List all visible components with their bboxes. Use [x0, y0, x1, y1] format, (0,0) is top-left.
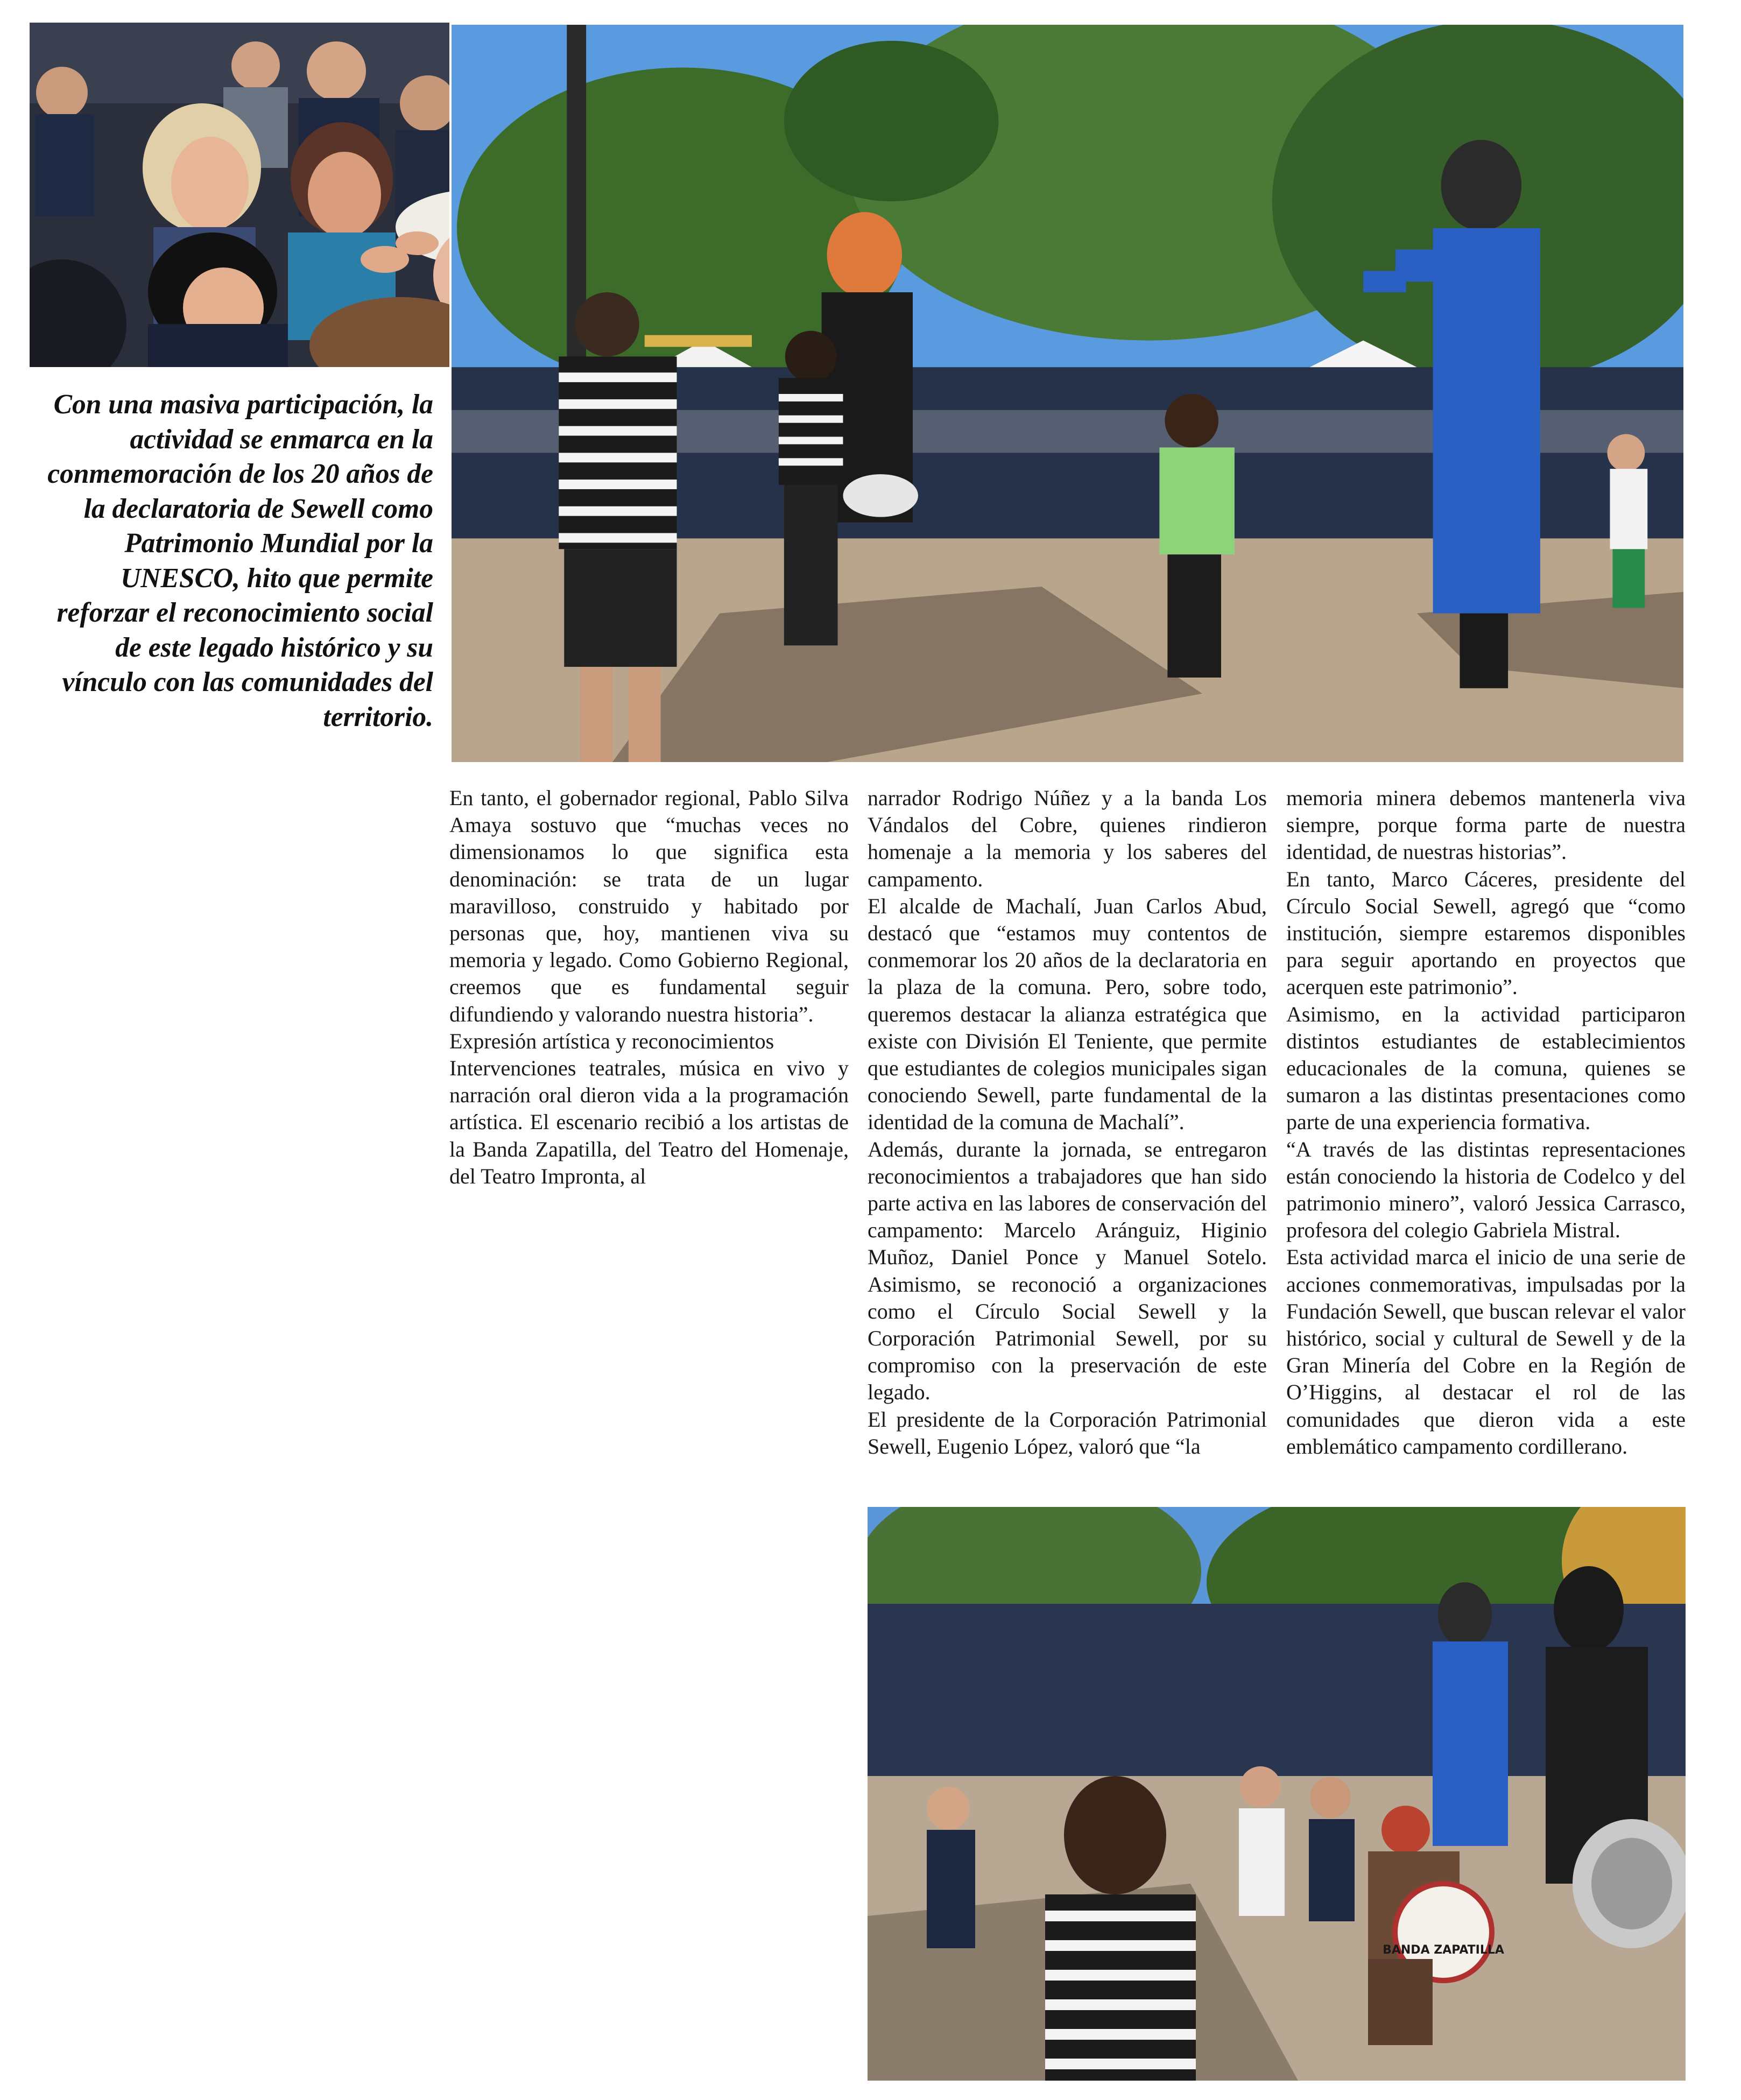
band-photo	[868, 1507, 1686, 2081]
audience-photo	[30, 23, 503, 367]
drum-text: BANDA ZAPATILLA	[1383, 1943, 1504, 1957]
parade-photo	[449, 23, 1686, 764]
article-paragraph: En tanto, el gobernador regional, Pablo Silva Amaya sostuvo que “muchas veces no dimensionamos lo que significa esta denominación: se trata de un lugar maravilloso, construido y habitado por personas que, hoy, mantienen viva su memoria y legado. Como Gobierno Regional, creemos que es fundamental seguir difundiendo y valorando nuestra historia”.	[449, 786, 849, 1026]
article-paragraph: memoria minera debemos mantenerla viva siempre, porque forma parte de nuestra identidad, de nuestras historias”.	[1286, 786, 1686, 864]
article-paragraph: narrador Rodrigo Núñez y a la banda Los Vándalos del Cobre, quienes rindieron homenaje a la memoria y los saberes del campamento.	[868, 786, 1267, 891]
article-column-3	[1286, 785, 1686, 1460]
article-column-1	[449, 785, 849, 1190]
article-paragraph: El presidente de la Corporación Patrimonial Sewell, Eugenio López, valoró que “la	[868, 1407, 1267, 1458]
article-paragraph: Intervenciones teatrales, música en vivo y narración oral dieron vida a la programación artística. El escenario recibió a los artistas de la Banda Zapatilla, del Teatro del Homenaje, del Teatro Impronta, al	[449, 1056, 849, 1188]
article-paragraph: Además, durante la jornada, se entregaron reconocimientos a trabajadores que han sido parte activa en las labores de conservación del campamento: Marcelo Aránguiz, Higinio Muñoz, Daniel Ponce y Manuel Sotelo. Asimismo, se reconoció a organizaciones como el Círculo Social Sewell y la Corporación Patrimonial Sewell, por su compromiso con la preservación de este legado.	[868, 1137, 1267, 1405]
article-paragraph: Asimismo, en la actividad participaron distintos estudiantes de establecimientos educacionales de la comuna, quienes se sumaron a las distintas presentaciones como parte de una experiencia formativa.	[1286, 1002, 1686, 1134]
article-paragraph: En tanto, Marco Cáceres, presidente del Círculo Social Sewell, agregó que “como institución, siempre estaremos disponibles para seguir aportando en proyectos que acerquen este patrimonio”.	[1286, 866, 1686, 999]
article-subheading: Expresión artística y reconocimientos	[449, 1028, 774, 1053]
article-paragraph: “A través de las distintas representaciones están conociendo la historia de Codelco y del patrimonio minero”, valoró Jessica Carrasco, profesora del colegio Gabriela Mistral.	[1286, 1137, 1686, 1243]
article-paragraph: El alcalde de Machalí, Juan Carlos Abud, destacó que “estamos muy contentos de conmemorar los 20 años de la declaratoria en la plaza de la comuna. Pero, sobre todo, queremos destacar la alianza estratégica que existe con División El Teniente, que permite que estudiantes de colegios municipales sigan conociendo Sewell, parte fundamental de la identidad de la comuna de Machalí”.	[868, 893, 1267, 1134]
article-column-2	[868, 785, 1267, 1460]
article-paragraph: Esta actividad marca el inicio de una serie de acciones conmemorativas, impulsadas por la Fundación Sewell, que buscan relevar el valor histórico, social y cultural de Sewell y de la Gran Minería del Cobre en la Región de O’Higgins, al destacar el rol de las comunidades que dieron vida a este emblemático campamento cordillerano.	[1286, 1245, 1686, 1458]
photo-caption: Con una masiva participación, la actividad se enmarca en la conmemoración de los 20 años de la declaratoria de Sewell como Patrimonio Mundial por la UNESCO, hito que permite reforzar el reconocimiento social de este legado histórico y su vínculo con las comunidades del territorio.	[47, 389, 433, 732]
